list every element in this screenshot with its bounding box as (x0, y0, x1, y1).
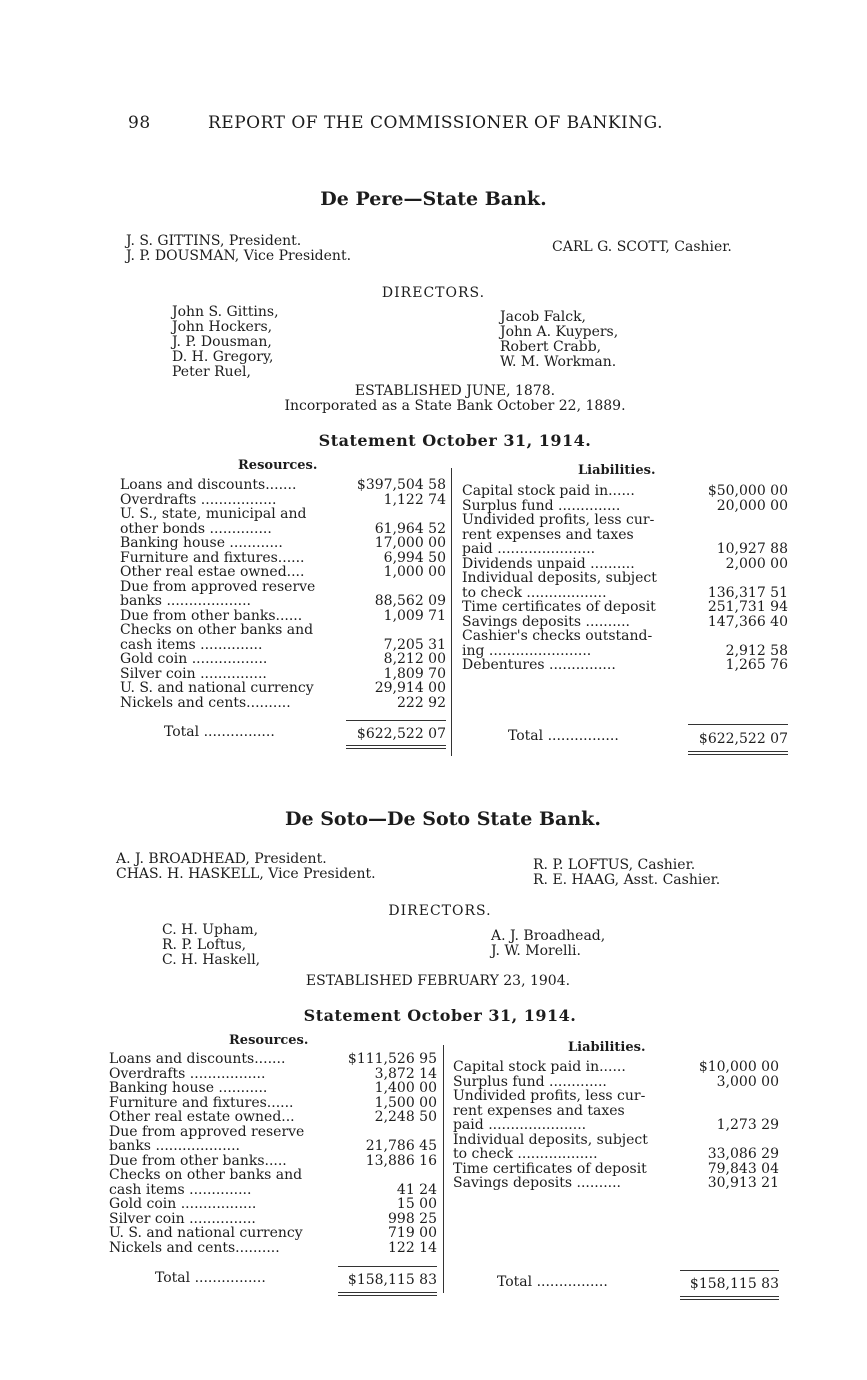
table-row: Individual deposits, subject (453, 1131, 648, 1148)
officer: A. J. BROADHEAD, President. (116, 851, 327, 867)
double-rule (680, 1299, 779, 1300)
column-divider (451, 468, 452, 756)
double-rule (688, 751, 788, 752)
double-rule (688, 754, 788, 755)
director: Peter Ruel, (172, 364, 251, 380)
directors-heading: DIRECTORS. (381, 285, 486, 301)
resources-total: $622,522 07 (356, 726, 446, 742)
incorporated-line: Incorporated as a State Bank October 22, 1889. (284, 398, 626, 414)
directors-left (162, 923, 260, 968)
officer: J. P. DOUSMAN, Vice President. (126, 248, 352, 264)
table-row: paid ...................... 1,273 29 (453, 1117, 779, 1133)
officers-right (552, 240, 732, 255)
table-row: U. S., state, municipal and (120, 506, 307, 522)
table-row: U. S. and national currency 719 00 (109, 1225, 437, 1241)
table-row: Due from approved reserve (109, 1123, 305, 1140)
table-row: Overdrafts ................. 3,872 14 (109, 1065, 437, 1082)
table-row: Surplus fund .............. 20,000 00 (462, 497, 788, 514)
table-row: Loans and discounts....... $111,526 95 (109, 1051, 437, 1067)
table-row: Cashier's checks outstand- (462, 628, 653, 644)
bank-title: De Pere—State Bank. (320, 188, 547, 210)
table-row: Time certificates of deposit 79,843 04 (453, 1160, 779, 1177)
double-rule (346, 745, 446, 746)
table-row: U. S. and national currency 29,914 00 (120, 680, 446, 696)
total-rule (688, 724, 788, 725)
officer: R. P. LOFTUS, Cashier. (533, 857, 696, 873)
director: Robert Crabb, (500, 339, 602, 355)
table-row: cash items .............. 41 24 (109, 1181, 437, 1198)
established-line: ESTABLISHED JUNE, 1878. (354, 383, 556, 399)
table-row: Surplus fund ............. 3,000 00 (453, 1073, 779, 1090)
resources-table (109, 1052, 437, 1255)
table-row: Capital stock paid in...... $50,000 00 (462, 483, 788, 499)
resources-total-label: Total ................ (164, 724, 275, 740)
directors-right (500, 310, 618, 370)
established-line: ESTABLISHED FEBRUARY 23, 1904. (305, 973, 571, 989)
directors-left (172, 305, 279, 380)
table-row: Due from approved reserve (120, 578, 316, 595)
table-row: Furniture and fixtures...... 6,994 50 (120, 549, 446, 566)
table-row: Checks on other banks and (120, 622, 314, 638)
officer: R. E. HAAG, Asst. Cashier. (533, 872, 721, 888)
table-row: Banking house ............ 17,000 00 (120, 535, 446, 551)
bank-title: De Soto—De Soto State Bank. (285, 808, 601, 830)
director: Jacob Falck, (500, 309, 587, 325)
table-row: Debentures ............... 1,265 76 (462, 657, 788, 673)
table-row: cash items .............. 7,205 31 (120, 636, 446, 653)
table-row: Undivided profits, less cur- (453, 1088, 646, 1104)
total-rule (680, 1270, 779, 1271)
officers-right (533, 858, 720, 888)
table-row: banks ................... 21,786 45 (109, 1138, 437, 1154)
resources-heading: Resources. (238, 458, 318, 473)
director: J. P. Dousman, (172, 334, 272, 350)
directors-right (491, 929, 605, 959)
liabilities-heading: Liabilities. (578, 463, 656, 478)
statement-title: Statement October 31, 1914. (303, 1006, 577, 1025)
resources-total-label: Total ................ (155, 1270, 266, 1286)
director: John S. Gittins, (172, 304, 279, 320)
officer: J. S. GITTINS, President. (126, 233, 302, 249)
table-row: Banking house ........... 1,400 00 (109, 1080, 437, 1096)
table-row: Time certificates of deposit 251,731 94 (462, 599, 788, 615)
officers-left (126, 234, 351, 264)
officer: CARL G. SCOTT, Cashier. (552, 239, 732, 255)
director: J. W. Morelli. (491, 943, 581, 959)
table-row: Nickels and cents.......... 122 14 (109, 1239, 437, 1256)
table-row: Loans and discounts....... $397,504 58 (120, 477, 446, 493)
directors-heading: DIRECTORS. (388, 903, 492, 919)
resources-table (120, 478, 446, 710)
director: C. H. Haskell, (162, 952, 261, 968)
table-row: Individual deposits, subject (462, 570, 657, 586)
table-row: Capital stock paid in...... $10,000 00 (453, 1059, 779, 1075)
table-row: Due from other banks..... 13,886 16 (109, 1152, 437, 1169)
liabilities-table (453, 1060, 779, 1191)
director: W. M. Workman. (500, 354, 617, 370)
liabilities-total-label: Total ................ (497, 1274, 608, 1290)
table-row: Other real estate owned... 2,248 50 (109, 1109, 437, 1125)
director: John A. Kuypers, (500, 324, 619, 340)
statement-title: Statement October 31, 1914. (318, 431, 592, 450)
officers-left (116, 852, 376, 882)
director: A. J. Broadhead, (491, 928, 606, 944)
double-rule (680, 1296, 779, 1297)
table-row: paid ...................... 10,927 88 (462, 541, 788, 557)
double-rule (338, 1292, 437, 1293)
table-row: Savings deposits .......... 30,913 21 (453, 1175, 779, 1191)
director: C. H. Upham, (162, 922, 259, 938)
table-row: Gold coin ................. 15 00 (109, 1196, 437, 1212)
table-row: Other real estae owned.... 1,000 00 (120, 564, 446, 580)
table-row: rent expenses and taxes (453, 1102, 625, 1119)
officer: CHAS. H. HASKELL, Vice President. (116, 866, 376, 882)
total-rule (338, 1266, 437, 1267)
table-row: Nickels and cents.......... 222 92 (120, 694, 446, 711)
table-row: Silver coin ............... 998 25 (109, 1210, 437, 1227)
table-row: banks ................... 88,562 09 (120, 593, 446, 609)
liabilities-total: $622,522 07 (698, 731, 788, 747)
table-row: Furniture and fixtures...... 1,500 00 (109, 1094, 437, 1111)
table-row: other bonds .............. 61,964 52 (120, 520, 446, 537)
liabilities-total: $158,115 83 (689, 1276, 779, 1292)
resources-heading: Resources. (229, 1033, 309, 1048)
table-row: to check .................. 136,317 51 (462, 584, 788, 601)
table-row: ing ....................... 2,912 58 (462, 642, 788, 659)
table-row: Silver coin ............... 1,809 70 (120, 665, 446, 682)
director: John Hockers, (172, 319, 273, 335)
table-row: Overdrafts ................. 1,122 74 (120, 491, 446, 508)
director: D. H. Gregory, (172, 349, 274, 365)
table-row: Checks on other banks and (109, 1167, 303, 1183)
table-row: Gold coin ................. 8,212 00 (120, 651, 446, 667)
double-rule (346, 748, 446, 749)
liabilities-total-label: Total ................ (508, 728, 619, 744)
table-row: Undivided profits, less cur- (462, 512, 655, 528)
running-title: REPORT OF THE COMMISSIONER OF BANKING. (208, 113, 663, 133)
table-row: rent expenses and taxes (462, 526, 634, 543)
total-rule (346, 720, 446, 721)
established-note (0, 974, 867, 989)
column-divider (443, 1045, 444, 1293)
established-note (0, 384, 867, 414)
table-row: Dividends unpaid .......... 2,000 00 (462, 555, 788, 572)
liabilities-table (462, 484, 788, 673)
table-row: Savings deposits .......... 147,366 40 (462, 613, 788, 630)
table-row: to check .................. 33,086 29 (453, 1146, 779, 1162)
double-rule (338, 1295, 437, 1296)
page-number: 98 (128, 113, 151, 133)
liabilities-heading: Liabilities. (568, 1040, 646, 1055)
table-row: Due from other banks...... 1,009 71 (120, 607, 446, 624)
director: R. P. Loftus, (162, 937, 247, 953)
resources-total: $158,115 83 (347, 1272, 437, 1288)
